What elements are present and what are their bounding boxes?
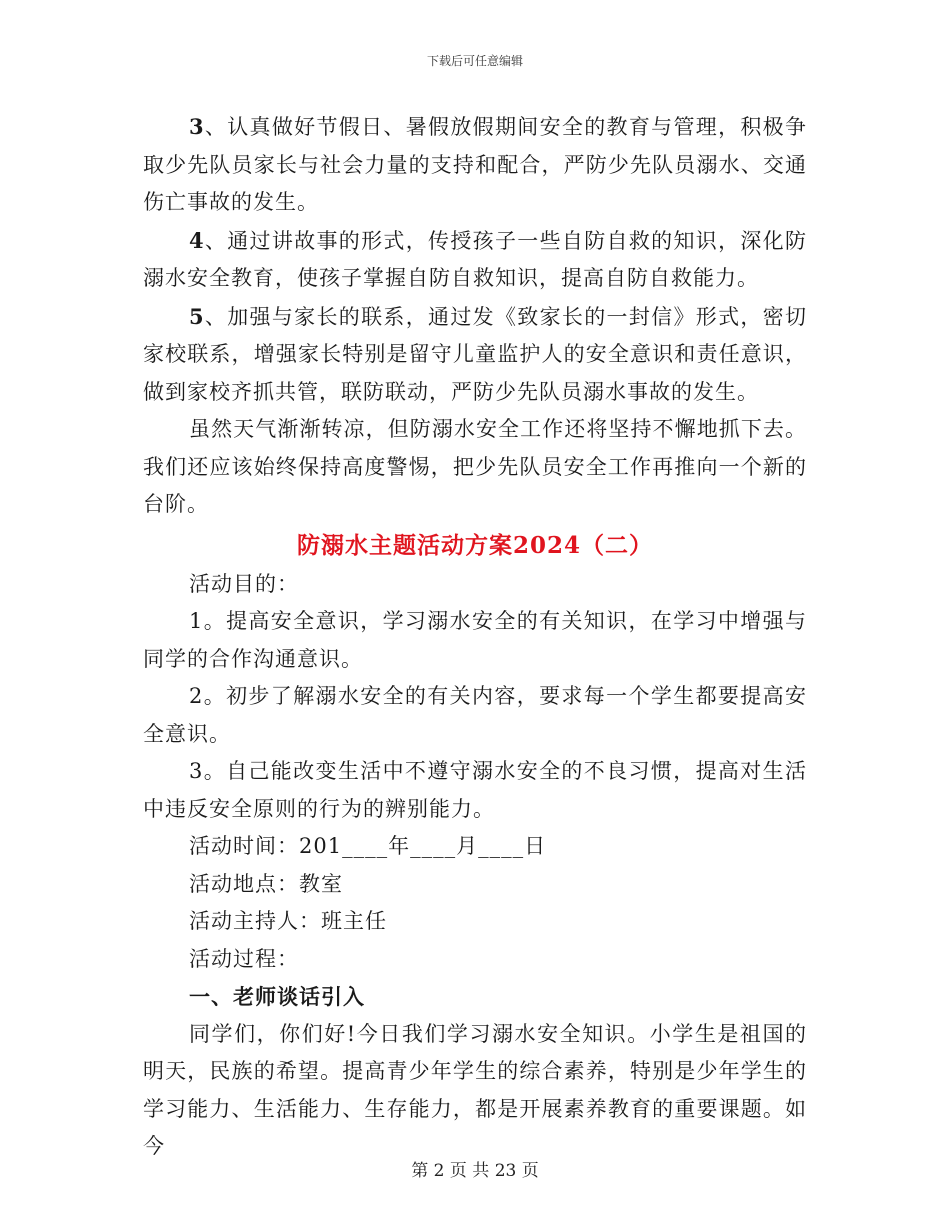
goal-item-2: 2。初步了解溺水安全的有关内容，要求每一个学生都要提高安全意识。 (143, 684, 807, 746)
item-number: 4 (189, 227, 205, 253)
paragraph-item-3 (143, 108, 807, 222)
item-number: 3 (189, 114, 205, 139)
paragraph-text: 、加强与家长的联系，通过发《致家长的一封信》形式，密切家校联系，增强家长特别是留守儿童监护人的安全意识和责任意识，做到家校齐抓共管，联防联动，严防少先队员溺水事故的发生。 (143, 304, 807, 404)
section-title: 防溺水主题活动方案2024（二） (296, 531, 653, 559)
activity-process: 活动过程： (189, 946, 299, 971)
goal-item-1: 1。提高安全意识，学习溺水安全的有关知识，在学习中增强与同学的合作沟通意识。 (143, 609, 807, 671)
paragraph-item-4 (143, 222, 807, 298)
closing-paragraph: 虽然天气渐渐转凉，但防溺水安全工作还将坚持不懈地抓下去。我们还应该始终保持高度警惕，把少先队员安全工作再推向一个新的台阶。 (143, 417, 807, 516)
activity-place: 活动地点：教室 (189, 871, 343, 896)
paragraph-text: 、认真做好节假日、暑假放假期间安全的教育与管理，积极争取少先队员家长与社会力量的支持和配合，严防少先队员溺水、交通伤亡事故的发生。 (143, 115, 807, 214)
activity-host: 活动主持人：班主任 (189, 909, 387, 933)
goal-label: 活动目的： (189, 571, 299, 596)
section-heading: 一、老师谈话引入 (189, 984, 365, 1009)
page-header: 下载后可任意编辑 (426, 54, 523, 68)
document-body (143, 108, 807, 1166)
activity-time: 活动时间：201____年____月____日 (189, 834, 547, 858)
page-footer: 第 2 页 共 23 页 (411, 1161, 539, 1181)
intro-paragraph: 同学们，你们好!今日我们学习溺水安全知识。小学生是祖国的明天，民族的希望。提高青少年学生的综合素养，特别是少年学生的学习能力、生活能力、生存能力，都是开展素养教育的重要课题。如今 (143, 1021, 807, 1158)
goal-item-3: 3。自己能改变生活中不遵守溺水安全的不良习惯，提高对生活中违反安全原则的行为的辨别能力。 (143, 759, 807, 821)
paragraph-text: 、通过讲故事的形式，传授孩子一些自防自救的知识，深化防溺水安全教育，使孩子掌握自防自救知识，提高自防自救能力。 (143, 228, 807, 290)
item-number: 5 (189, 303, 205, 329)
paragraph-item-5 (143, 298, 807, 412)
